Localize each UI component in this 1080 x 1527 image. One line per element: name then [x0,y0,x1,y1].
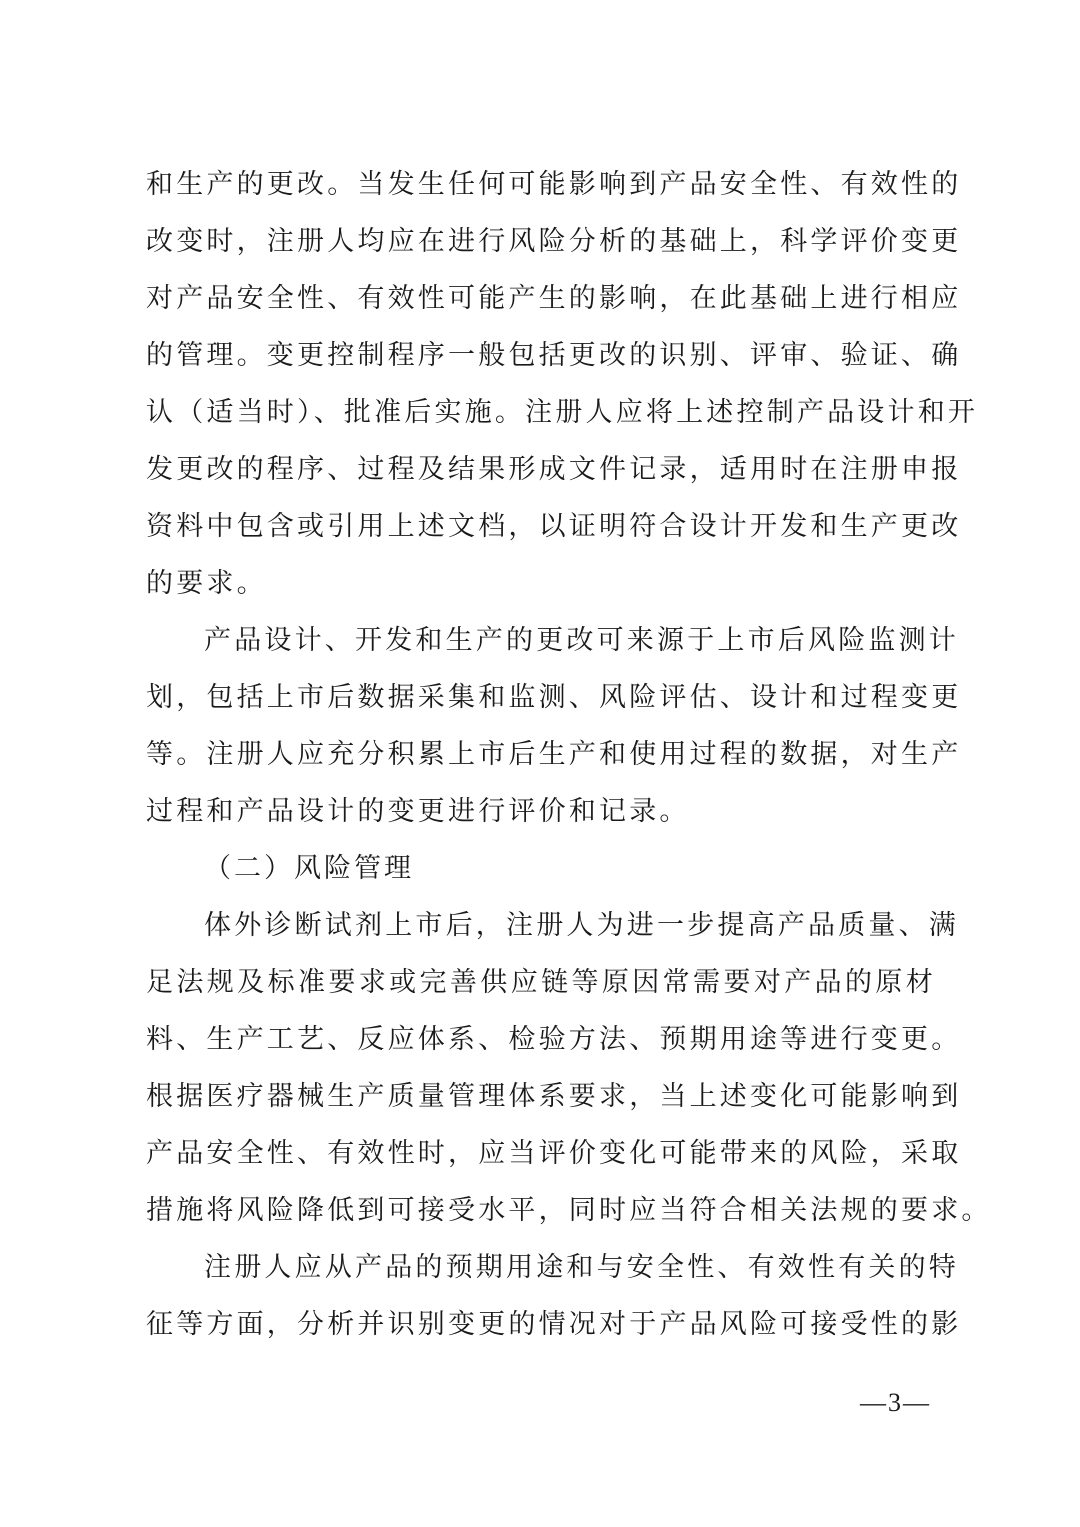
paragraph-line: 和生产的更改。当发生任何可能影响到产品安全性、有效性的 [146,169,962,200]
page-number: —3— [860,1388,931,1417]
paragraph-line: 措施将风险降低到可接受水平，同时应当符合相关法规的要求。 [146,1195,992,1226]
document-page [146,156,992,1353]
paragraph-line: 征等方面，分析并识别变更的情况对于产品风险可接受性的影 [146,1309,962,1340]
paragraph-line: 体外诊断试剂上市后，注册人为进一步提高产品质量、满 [204,910,959,941]
paragraph-line: 划，包括上市后数据采集和监测、风险评估、设计和过程变更 [146,682,962,713]
paragraph-line: 资料中包含或引用上述文档，以证明符合设计开发和生产更改 [146,511,962,542]
paragraph-line: 过程和产品设计的变更进行评价和记录。 [146,796,690,827]
paragraph-line: 的要求。 [146,568,267,599]
paragraph [146,897,992,1239]
paragraph-line: 发更改的程序、过程及结果形成文件记录，适用时在注册申报 [146,454,962,485]
paragraph-line: 注册人应从产品的预期用途和与安全性、有效性有关的特 [204,1252,959,1283]
paragraph-line: 足法规及标准要求或完善供应链等原因常需要对产品的原材 [146,967,936,998]
paragraph-line: 的管理。变更控制程序一般包括更改的识别、评审、验证、确 [146,340,962,371]
paragraph-line: 产品安全性、有效性时，应当评价变化可能带来的风险，采取 [146,1138,962,1169]
paragraph [146,156,979,612]
paragraph-line: 料、生产工艺、反应体系、检验方法、预期用途等进行变更。 [146,1024,962,1055]
paragraph-line: 根据医疗器械生产质量管理体系要求，当上述变化可能影响到 [146,1081,962,1112]
paragraph-line: 等。注册人应充分积累上市后生产和使用过程的数据，对生产 [146,739,962,770]
section-heading: （二）风险管理 [204,853,414,884]
paragraph-line: 认（适当时）、批准后实施。注册人应将上述控制产品设计和开 [146,397,979,428]
paragraph-line: 对产品安全性、有效性可能产生的影响，在此基础上进行相应 [146,283,962,314]
paragraph [146,612,962,840]
paragraph [146,1239,962,1353]
paragraph-line: 改变时，注册人均应在进行风险分析的基础上，科学评价变更 [146,226,962,257]
paragraph-line: 产品设计、开发和生产的更改可来源于上市后风险监测计 [204,625,959,656]
